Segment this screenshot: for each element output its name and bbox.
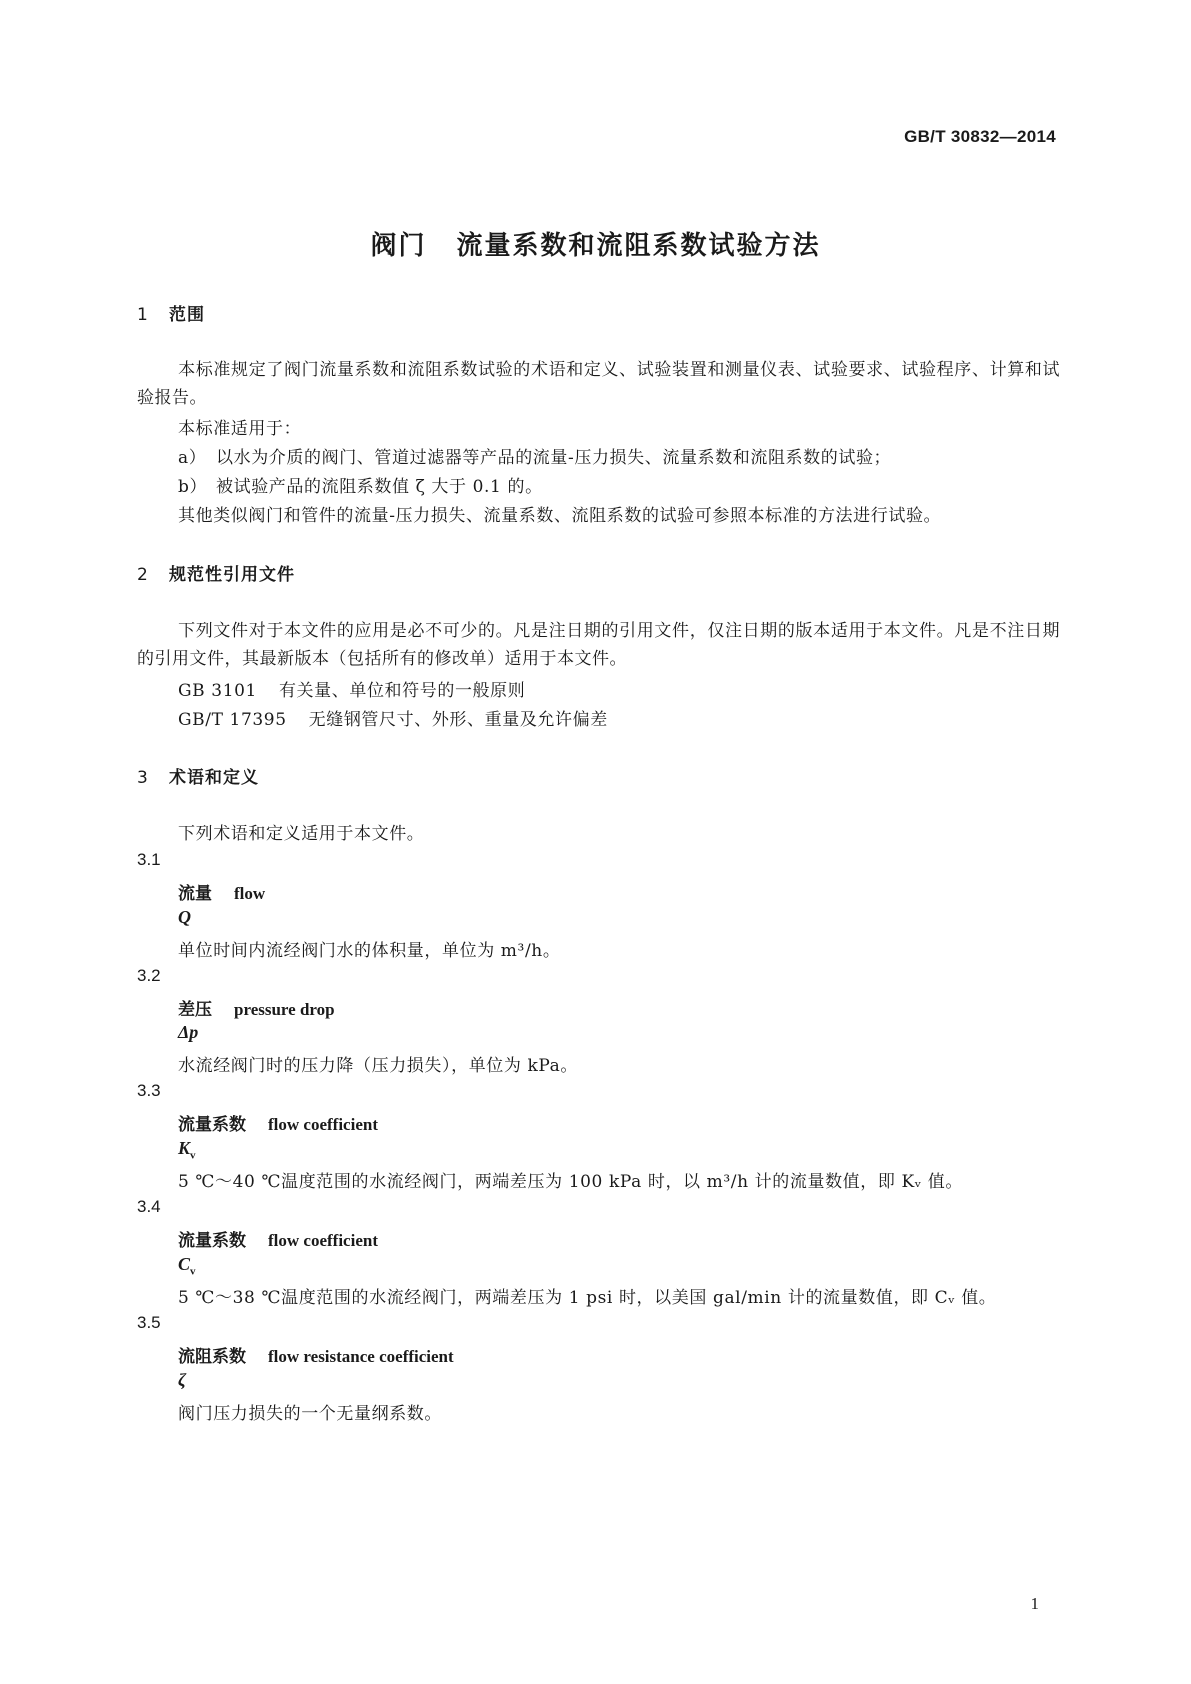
term-symbol-main: C [178,1254,191,1274]
section-1-item-b [178,472,543,497]
term-definition: 水流经阀门时的压力降（压力损失），单位为 kPa。 [178,1056,579,1076]
term-zh: 差压 [178,1000,212,1020]
term-en: flow resistance coefficient [268,1347,454,1366]
term-definition: 阀门压力损失的一个无量纲系数。 [178,1404,442,1424]
term-zh: 流阻系数 [178,1347,246,1367]
document-number: GB/T 30832—2014 [904,127,1056,146]
term-heading [178,995,335,1020]
section-1-number: 1 [137,305,149,325]
term-symbol [178,907,191,931]
term-heading [178,879,265,904]
section-2-title: 规范性引用文件 [169,565,295,585]
section-1-para2: 本标准适用于： [178,419,302,439]
term-en: flow coefficient [268,1115,378,1134]
term-number: 3.5 [137,1313,161,1332]
title-part2: 流量系数和流阻系数试验方法 [456,231,821,261]
section-3-number: 3 [137,768,149,788]
term-definition: 单位时间内流经阀门水的体积量，单位为 m³/h。 [178,941,561,961]
term-symbol [178,1370,186,1394]
section-1-para1-wrap [137,356,1060,412]
term-symbol [178,1138,196,1162]
term-en: flow [234,884,266,903]
item-a-label: a） [178,448,207,468]
term-zh: 流量系数 [178,1231,246,1251]
section-1-heading [137,300,205,325]
term-symbol-main: Δp [178,1022,199,1042]
term-symbol-main: K [178,1138,191,1158]
section-2-number: 2 [137,565,149,585]
term-en: pressure drop [234,1000,335,1019]
term-symbol [178,1254,196,1278]
section-3-heading [137,763,259,788]
reference-2-code: GB/T 17395 [178,710,287,730]
reference-1 [178,676,525,701]
term-zh: 流量 [178,884,212,904]
term-number: 3.3 [137,1081,161,1100]
term-number: 3.2 [137,966,161,985]
term-symbol-main: ζ [178,1370,186,1390]
section-1-para1: 本标准规定了阀门流量系数和流阻系数试验的术语和定义、试验装置和测量仪表、试验要求、试验程序、计算和试验报告。 [137,360,1060,408]
term-heading [178,1342,454,1367]
section-2-para1-wrap [137,617,1060,673]
item-b-text: 被试验产品的流阻系数值 ζ 大于 0.1 的。 [216,477,543,497]
term-symbol-main: Q [178,907,191,927]
page-title [0,225,1191,262]
item-b-label: b） [178,477,208,497]
section-1-title: 范围 [169,305,205,325]
page-number: 1 [1030,1594,1039,1613]
term-symbol-sub: v [190,1149,196,1162]
term-number: 3.1 [137,850,161,869]
term-number: 3.4 [137,1197,161,1216]
term-definition: 5 ℃～38 ℃温度范围的水流经阀门，两端差压为 1 psi 时，以美国 gal/min 计的流量数值，即 Cᵥ 值。 [178,1288,997,1308]
section-3-intro: 下列术语和定义适用于本文件。 [178,824,425,844]
term-definition: 5 ℃～40 ℃温度范围的水流经阀门，两端差压为 100 kPa 时，以 m³/h 计的流量数值，即 Kᵥ 值。 [178,1172,963,1192]
term-heading [178,1110,378,1135]
term-heading [178,1226,378,1251]
reference-2-title: 无缝钢管尺寸、外形、重量及允许偏差 [308,710,608,730]
title-part1: 阀门 [370,231,427,261]
term-symbol-sub: v [190,1265,196,1278]
section-3-title: 术语和定义 [169,768,259,788]
section-1-item-a [178,443,891,468]
section-2-heading [137,560,295,585]
section-2-para1: 下列文件对于本文件的应用是必不可少的。凡是注日期的引用文件，仅注日期的版本适用于本文件。凡是不注日期的引用文件，其最新版本（包括所有的修改单）适用于本文件。 [137,621,1060,669]
term-symbol [178,1022,198,1046]
reference-1-title: 有关量、单位和符号的一般原则 [278,681,526,701]
section-1-para3: 其他类似阀门和管件的流量-压力损失、流量系数、流阻系数的试验可参照本标准的方法进行试验。 [178,506,942,526]
term-zh: 流量系数 [178,1115,246,1135]
term-en: flow coefficient [268,1231,378,1250]
reference-2 [178,705,608,730]
reference-1-code: GB 3101 [178,681,257,701]
item-a-text: 以水为介质的阀门、管道过滤器等产品的流量-压力损失、流量系数和流阻系数的试验； [216,448,892,468]
